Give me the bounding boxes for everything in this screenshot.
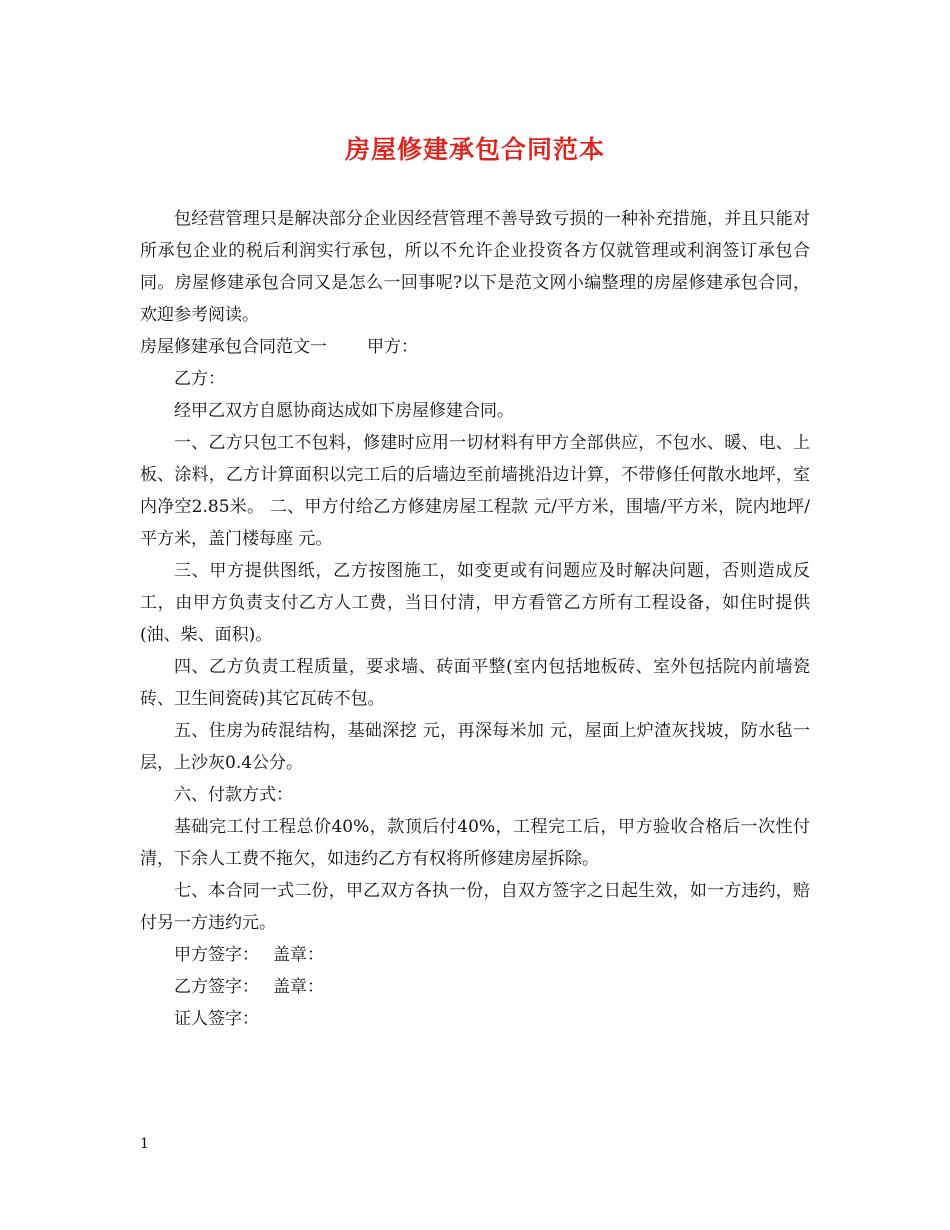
signature-row-a xyxy=(140,939,810,971)
document-body xyxy=(140,203,810,1035)
sample-heading-line xyxy=(140,331,810,363)
sign-a-label: 甲方签字： xyxy=(174,945,259,965)
document-title: 房屋修建承包合同范本 xyxy=(344,135,605,164)
seal-b-label: 盖章： xyxy=(273,977,324,997)
clause-7: 七、本合同一式二份，甲乙双方各执一份，自双方签字之日起生效，如一方违约，赔付另一方违约元。 xyxy=(140,881,810,933)
clause-1-2: 一、乙方只包工不包料，修建时应用一切材料有甲方全部供应，不包水、暖、电、上板、涂料，乙方计算面积以完工后的后墙边至前墙挑沿边计算，不带修任何散水地坪，室内净空2.85米。 二、甲方付给乙方修建房屋工程款 元/平方米，围墙/平方米，院内地坪/平方米，盖门楼每座 元。 xyxy=(140,433,810,549)
agreement-line: 经甲乙双方自愿协商达成如下房屋修建合同。 xyxy=(174,401,514,421)
clause-6-heading: 六、付款方式： xyxy=(174,785,293,805)
clause-3: 三、甲方提供图纸，乙方按图施工，如变更或有问题应及时解决问题，否则造成反工，由甲方负责支付乙方人工费，当日付清，甲方看管乙方所有工程设备，如住时提供(油、柴、面积)。 xyxy=(140,561,810,645)
seal-a-label: 盖章： xyxy=(273,945,324,965)
clause-6-body: 基础完工付工程总价40%，款顶后付40%，工程完工后，甲方验收合格后一次性付清，下余人工费不拖欠，如违约乙方有权将所修建房屋拆除。 xyxy=(140,817,810,869)
party-b-label: 乙方： xyxy=(174,369,225,389)
party-a-label: 甲方： xyxy=(367,337,418,357)
witness-label: 证人签字： xyxy=(174,1009,259,1029)
page-number: 1 xyxy=(140,1136,149,1152)
intro-paragraph: 包经营管理只是解决部分企业因经营管理不善导致亏损的一种补充措施，并且只能对所承包企业的税后利润实行承包，所以不允许企业投资各方仅就管理或利润签订承包合同。房屋修建承包合同又是怎么一回事呢?以下是范文网小编整理的房屋修建承包合同，欢迎参考阅读。 xyxy=(140,209,810,325)
clause-4: 四、乙方负责工程质量，要求墙、砖面平整(室内包括地板砖、室外包括院内前墙瓷砖、卫生间瓷砖)其它瓦砖不包。 xyxy=(140,657,810,709)
signature-row-b xyxy=(140,971,810,1003)
sample-heading: 房屋修建承包合同范文一 xyxy=(140,337,327,357)
clause-5: 五、住房为砖混结构，基础深挖 元，再深每米加 元，屋面上炉渣灰找坡，防水毡一层，上沙灰0.4公分。 xyxy=(140,721,810,773)
sign-b-label: 乙方签字： xyxy=(174,977,259,997)
